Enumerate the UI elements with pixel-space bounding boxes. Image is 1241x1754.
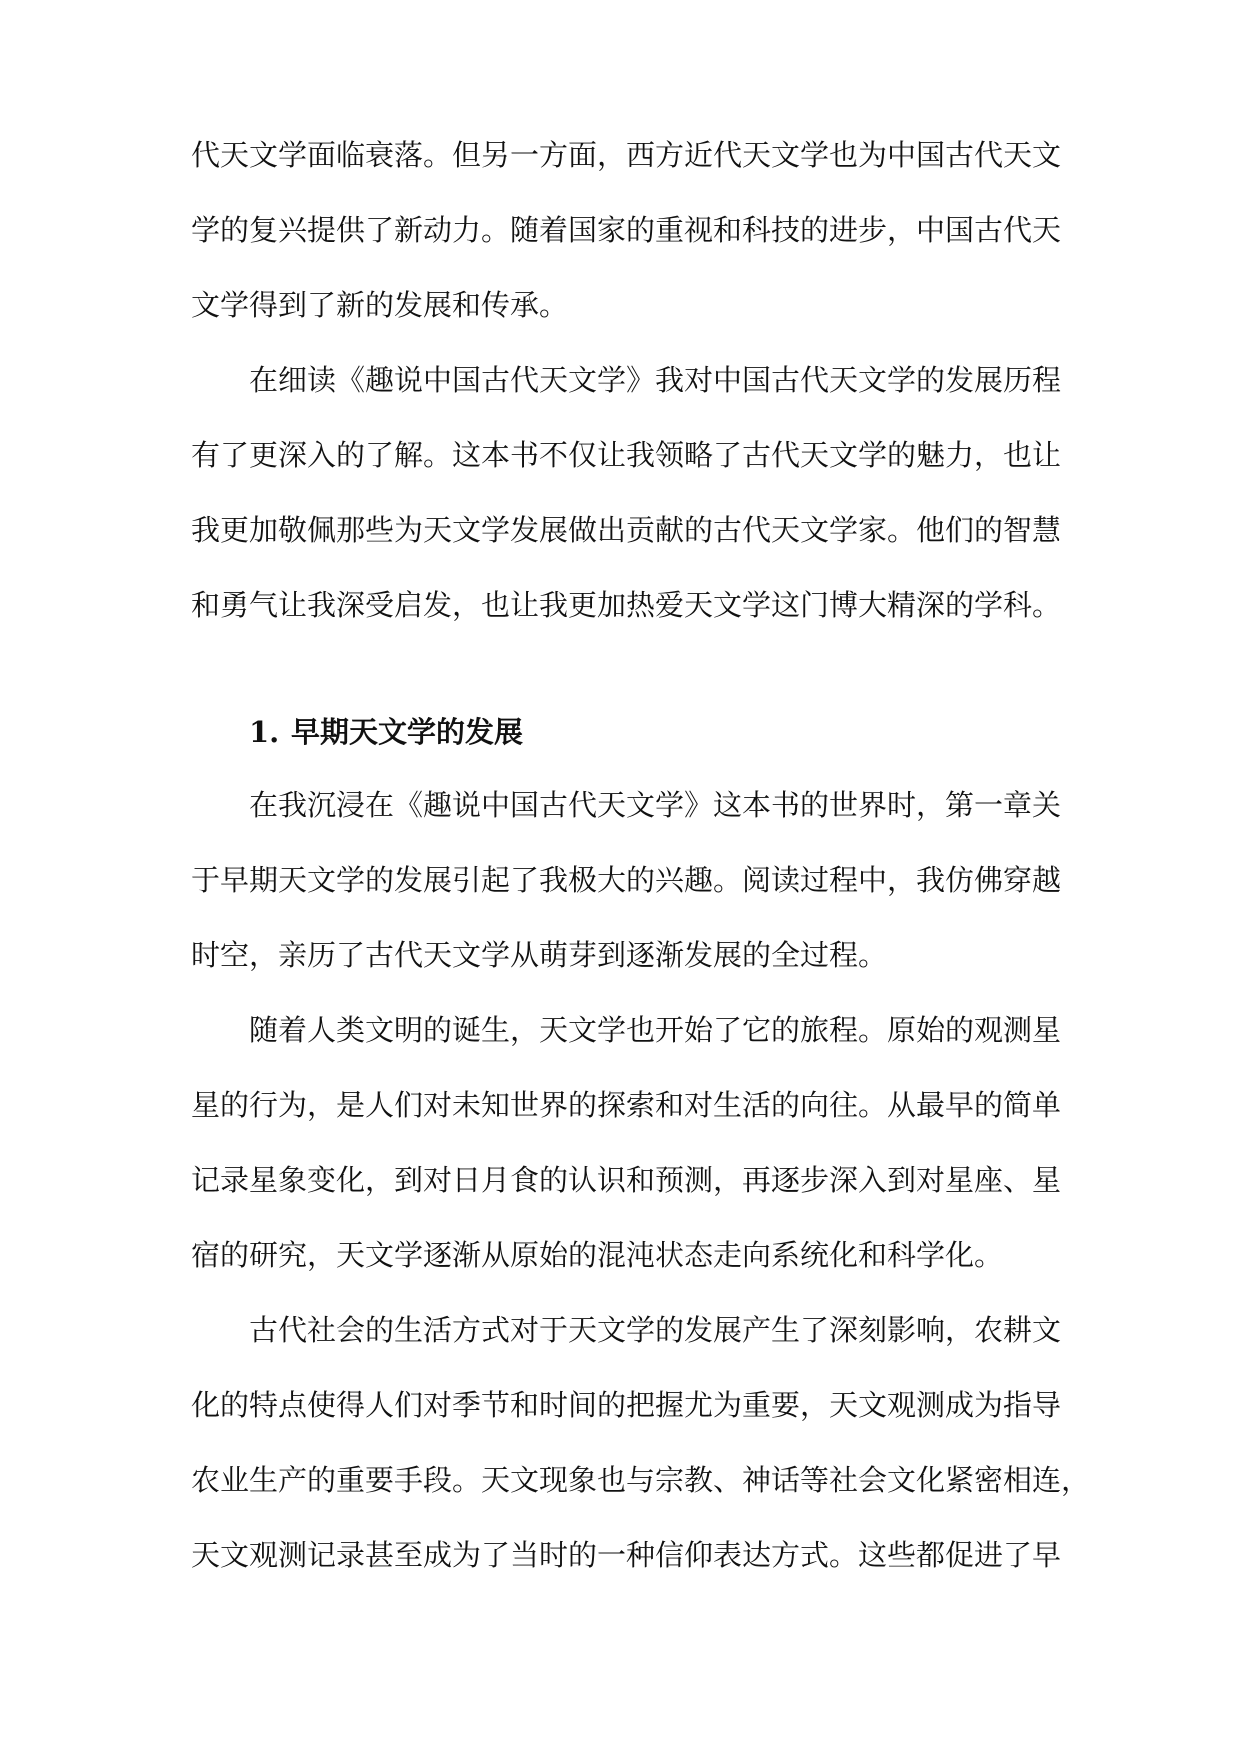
paragraph-line: 和勇气让我深受启发，也让我更加热爱天文学这门博大精深的学科。 (191, 588, 1062, 622)
paragraph-line: 代天文学面临衰落。但另一方面，西方近代天文学也为中国古代天文 (191, 138, 1062, 172)
paragraph-line: 学的复兴提供了新动力。随着国家的重视和科技的进步，中国古代天 (191, 213, 1062, 247)
paragraph-line: 化的特点使得人们对季节和时间的把握尤为重要，天文观测成为指导 (191, 1388, 1062, 1422)
paragraph-line: 于早期天文学的发展引起了我极大的兴趣。阅读过程中，我仿佛穿越 (191, 863, 1062, 897)
paragraph-line: 星的行为，是人们对未知世界的探索和对生活的向往。从最早的简单 (191, 1088, 1062, 1122)
heading-number: 1. (249, 715, 280, 749)
paragraph-line: 天文观测记录甚至成为了当时的一种信仰表达方式。这些都促进了早 (191, 1538, 1062, 1572)
paragraph-line: 在细读《趣说中国古代天文学》我对中国古代天文学的发展历程 (249, 363, 1062, 397)
paragraph-line: 我更加敬佩那些为天文学发展做出贡献的古代天文学家。他们的智慧 (191, 513, 1062, 547)
paragraph-line: 在我沉浸在《趣说中国古代天文学》这本书的世界时，第一章关 (249, 788, 1062, 822)
paragraph-line: 文学得到了新的发展和传承。 (191, 288, 569, 322)
paragraph-line: 随着人类文明的诞生，天文学也开始了它的旅程。原始的观测星 (249, 1013, 1062, 1047)
paragraph-line: 农业生产的重要手段。天文现象也与宗教、神话等社会文化紧密相连， (191, 1463, 1091, 1497)
paragraph-line: 记录星象变化，到对日月食的认识和预测，再逐步深入到对星座、星 (191, 1163, 1062, 1197)
section-heading (249, 710, 523, 754)
paragraph-line: 宿的研究，天文学逐渐从原始的混沌状态走向系统化和科学化。 (191, 1238, 1004, 1272)
paragraph-line: 有了更深入的了解。这本书不仅让我领略了古代天文学的魅力，也让 (191, 438, 1062, 472)
paragraph-line: 时空，亲历了古代天文学从萌芽到逐渐发展的全过程。 (191, 938, 888, 972)
paragraph-line: 古代社会的生活方式对于天文学的发展产生了深刻影响，农耕文 (249, 1313, 1062, 1347)
heading-title: 早期天文学的发展 (291, 715, 524, 749)
